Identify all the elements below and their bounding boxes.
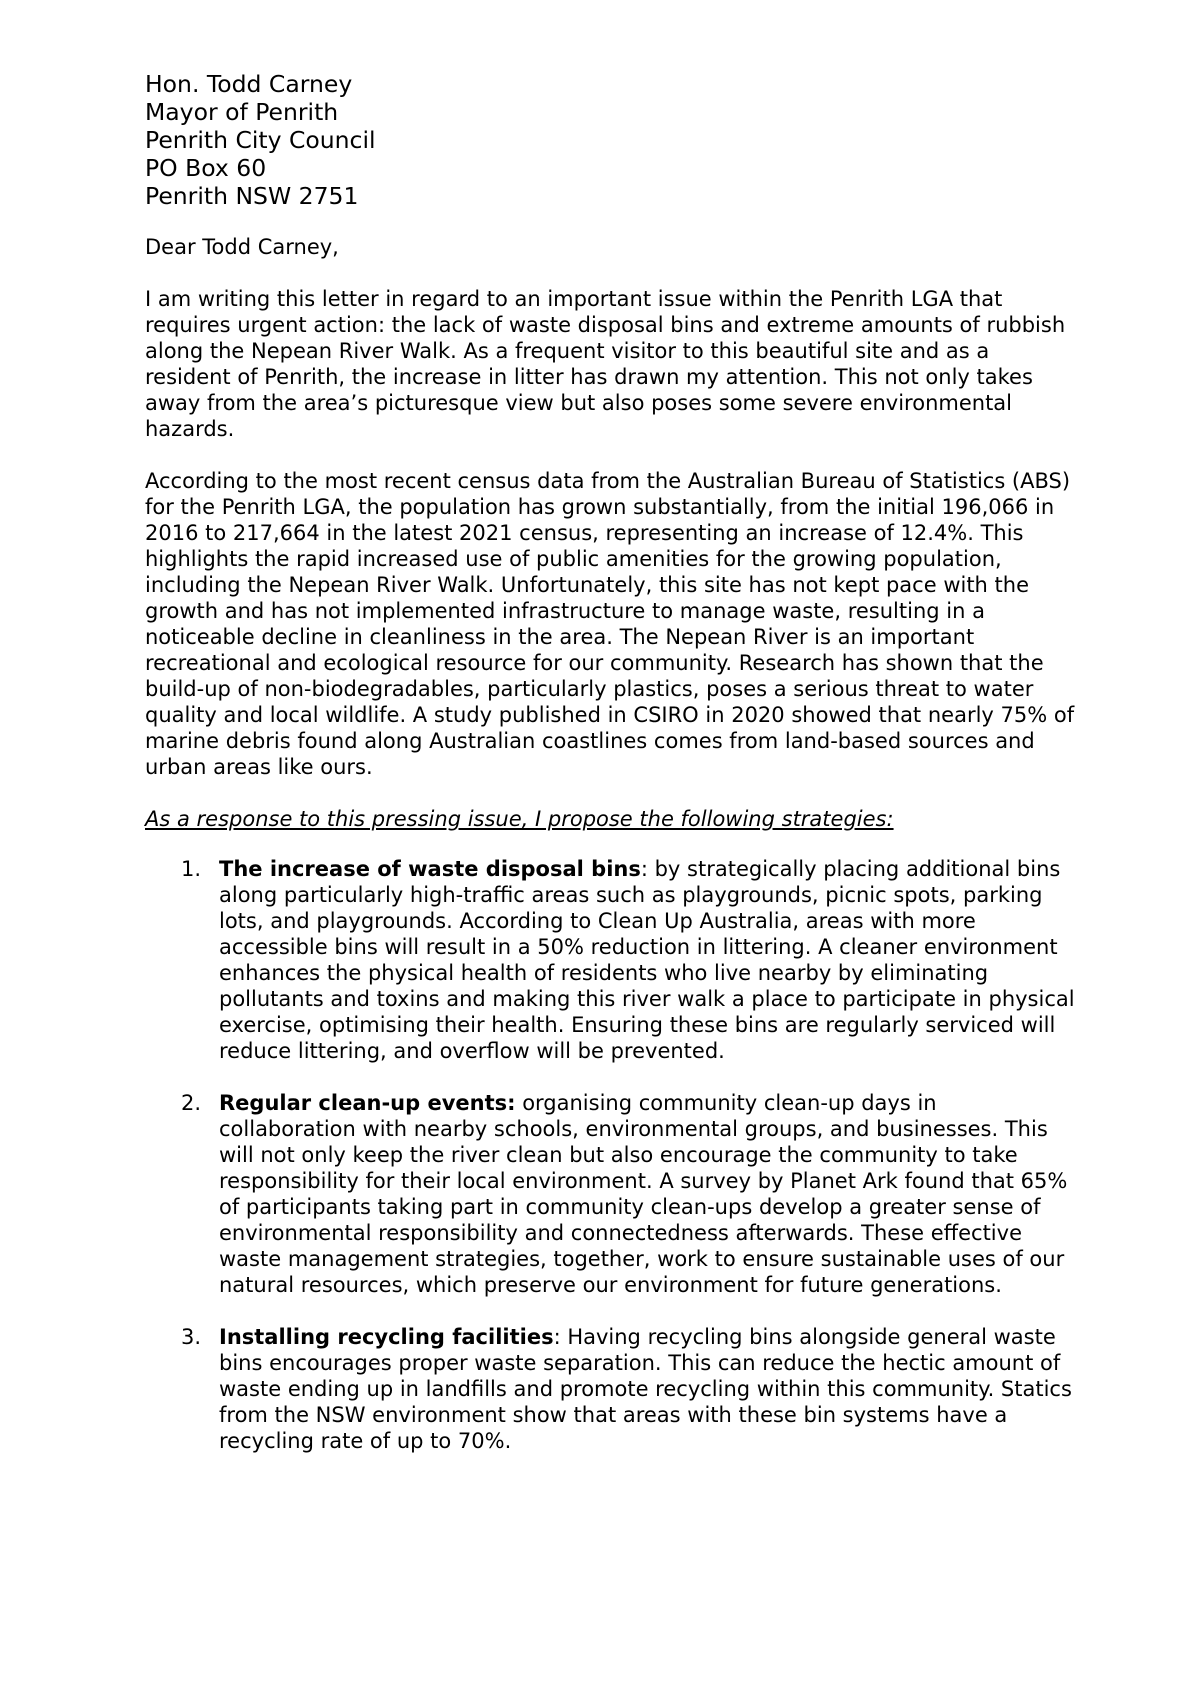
strategy-title: Regular clean-up events: xyxy=(219,1091,516,1115)
intro-paragraph: I am writing this letter in regard to an important issue within the Penrith LGA that requires urgent action: the lack of waste disposal bins and extreme amounts of rubbish along the Nepean River Walk. As a frequent visitor to this beautiful site and as a resident of Penrith, the increase in litter has drawn my attention. This not only takes away from the area’s picturesque view but also poses some severe environmental hazards. xyxy=(145,287,1066,441)
strategies-heading: As a response to this pressing issue, I propose the following strategies: xyxy=(145,807,894,831)
strategy-number: 1. xyxy=(181,857,202,881)
salutation: Dear Todd Carney, xyxy=(145,235,339,259)
strategy-text: : Having recycling bins alongside general waste bins encourages proper waste separation. This can reduce the hectic amount of waste ending up in landfills and promote recycling within this community. Statics from the NSW environment show that areas with these bin systems have a recycling rate of up to 70%. xyxy=(219,1325,1072,1453)
strategy-text: organising community clean-up days in collaboration with nearby schools, environmental groups, and businesses. This will not only keep the river clean but also encourage the community to take responsibility for their local environment. A survey by Planet Ark found that 65% of participants taking part in community clean-ups develop a greater sense of environmental responsibility and connectedness afterwards. These effective waste management strategies, together, work to ensure sustainable uses of our natural resources, which preserve our environment for future generations. xyxy=(219,1091,1068,1297)
strategy-item xyxy=(145,856,1075,1064)
letter-page xyxy=(145,70,1075,1480)
strategy-title: The increase of waste disposal bins xyxy=(219,857,641,881)
strategy-item xyxy=(145,1090,1075,1298)
address-line-po-box: PO Box 60 xyxy=(145,154,267,182)
strategy-title: Installing recycling facilities xyxy=(219,1325,554,1349)
strategies-list xyxy=(145,856,1075,1454)
strategy-number: 3. xyxy=(181,1325,202,1349)
strategy-item xyxy=(145,1324,1075,1454)
census-paragraph: According to the most recent census data from the Australian Bureau of Statistics (ABS) for the Penrith LGA, the population has grown substantially, from the initial 196,066 in 2016 to 217,664 in the latest 2021 census, representing an increase of 12.4%. This highlights the rapid increased use of public amenities for the growing population, including the Nepean River Walk. Unfortunately, this site has not kept pace with the growth and has not implemented infrastructure to manage waste, resulting in a noticeable decline in cleanliness in the area. The Nepean River is an important recreational and ecological resource for our community. Research has shown that the build-up of non-biodegradables, particularly plastics, poses a serious threat to water quality and local wildlife. A study published in CSIRO in 2020 showed that nearly 75% of marine debris found along Australian coastlines comes from land-based sources and urban areas like ours. xyxy=(145,469,1075,779)
address-line-name: Hon. Todd Carney xyxy=(145,70,353,98)
strategy-text: : by strategically placing additional bins along particularly high-traffic areas such as playgrounds, picnic spots, parking lots, and playgrounds. According to Clean Up Australia, areas with more accessible bins will result in a 50% reduction in littering. A cleaner environment enhances the physical health of residents who live nearby by eliminating pollutants and toxins and making this river walk a place to participate in physical exercise, optimising their health. Ensuring these bins are regularly serviced will reduce littering, and overflow will be prevented. xyxy=(219,857,1075,1063)
address-line-organisation: Penrith City Council xyxy=(145,126,376,154)
address-line-title: Mayor of Penrith xyxy=(145,98,339,126)
recipient-address xyxy=(145,70,1075,210)
address-line-suburb: Penrith NSW 2751 xyxy=(145,182,359,210)
strategy-number: 2. xyxy=(181,1091,202,1115)
